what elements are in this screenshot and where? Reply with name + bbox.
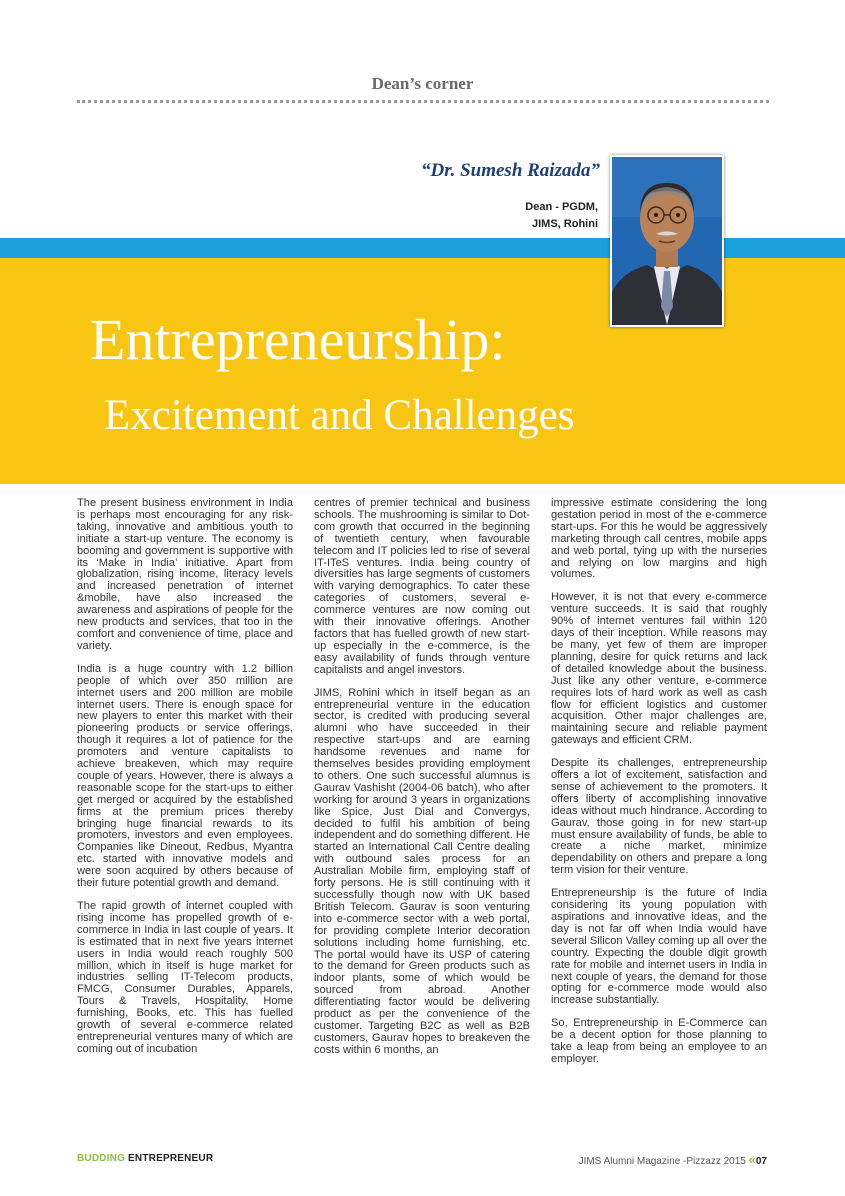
paragraph: Despite its challenges, entrepreneurship offers a lot of excitement, satisfaction and sense of achievement to the promoters. It offers liberty of accomplishing innovative ideas without much hindrance. According to Gaurav, those going in for new start-up must ensure availability of funds, be able to create a niche market, minimize dependability on others and prepare a long term vision for their venture. <box>551 757 767 877</box>
footer-magazine-title: JIMS Alumni Magazine -Pizzazz 2015 <box>578 1156 749 1167</box>
portrait-image <box>612 157 722 325</box>
footer-section-name <box>77 1153 213 1164</box>
author-role-line2: JIMS, Rohini <box>532 218 598 230</box>
double-chevron-left-icon: « <box>748 1152 756 1167</box>
article-column-3 <box>551 498 767 1077</box>
author-photo <box>610 155 724 327</box>
paragraph: The rapid growth of internet coupled with rising income has propelled growth of e-commerce in India in last couple of years. It is estimated that in next five years internet users in India would reach roughly 500 million, which in itself is huge market for industries selling IT-Telecom products, FMCG, Consumer Durables, Apparels, Tours & Travels, Hospitality, Home furnishing, Books, etc. This has fuelled growth of several e-commerce related entrepreneurial ventures many of which are coming out of incubation <box>77 900 293 1055</box>
footer-brand-green: BUDDING <box>77 1153 126 1164</box>
author-role-line1: Dean - PGDM, <box>525 201 598 213</box>
paragraph: The present business environment in India is perhaps most encouraging for any risk-taking, innovative and ambitious youth to initiate a start-up venture. The economy is booming and government is supportive with its ‘Make in India’ initiative. Apart from globalization, rising income, literacy levels and increased penetration of internet &mobile, have also increased the awareness and aspirations of people for the new products and services, that too in the comfort and convenience of time, place and variety. <box>77 497 293 652</box>
paragraph: impressive estimate considering the long gestation period in most of the e-commerce start-ups. For this he would be aggressively marketing through call centres, mobile apps and web portal, tying up with the nurseries and relying on low margins and high volumes. <box>551 497 767 581</box>
footer-publication <box>579 1152 767 1167</box>
paragraph: Entrepreneurship is the future of India considering its young population with aspirations and innovative ideas, and the day is not far off when India would have several Silicon Valley coming up all over the country. Expecting the double digit growth rate for mobile and internet users in India in next couple of years, the demand for those opting for e-commerce mode would also increase substantially. <box>551 887 767 1007</box>
headline-line1: Entrepreneurship: <box>90 307 506 372</box>
section-label: Dean’s corner <box>371 74 474 93</box>
paragraph: centres of premier technical and business schools. The mushrooming is similar to Dot-com growth that occurred in the beginning of twentieth century, when favourable telecom and IT policies led to rise of several IT-ITeS ventures. India being country of diversities has large segments of customers with varying demographics. To cater these categories of customers, several e-commerce ventures are now coming out with their innovative offerings. Another factors that has fuelled growth of new start-up especially in the e-commerce, is the easy availability of funds through venture capitalists and angel investors. <box>314 497 530 676</box>
paragraph: However, it is not that every e-commerce venture succeeds. It is said that roughly 90% of internet ventures fail within 120 days of their inception. While reasons may be many, yet few of them are improper planning, desire for quick returns and lack of detailed knowledge about the business. Just like any other venture, e-commerce requires lots of hard work as well as cash flow for efficient logistics and customer acquisition. Other major challenges are, maintaining secure and reliable payment gateways and efficient CRM. <box>551 591 767 747</box>
paragraph: So, Entrepreneurship in E-Commerce can be a decent option for those planning to take a leap from being an employee to an employer. <box>551 1017 767 1065</box>
author-name: “Dr. Sumesh Raizada” <box>421 160 600 181</box>
paragraph: JIMS, Rohini which in itself began as an entrepreneurial venture in the education sector, is credited with producing several alumni who have succeeded in their respective start-ups and are earning handsome revenues and name for themselves besides providing employment to others. One such successful alumnus is Gaurav Vashisht (2004-06 batch), who after working for around 3 years in organizations like Spice, Just Dial and Convergys, decided to fulfil his ambition of being independent and do something different. He started an International Call Centre dealing with outbound sales process for an Australian Mobile firm, employing staff of forty persons. He is still continuing with it successfully though now with UK based British Telecom. Gaurav is soon venturing into e-commerce sector with a web portal, for providing complete Interior decoration solutions including home furnishing, etc. The portal would have its USP of catering to the demand for Green products such as indoor plants, some of which would be sourced from abroad. Another differentiating factor would be delivering product as per the convenience of the customer. Targeting B2C as well as B2B customers, Gaurav hopes to breakeven the costs within 6 months, an <box>314 686 530 1056</box>
dotted-divider <box>77 100 769 103</box>
footer-brand-dark: ENTREPRENEUR <box>125 1153 214 1164</box>
article-column-2 <box>314 498 530 1068</box>
article-column-1 <box>77 498 293 1067</box>
page-number: 07 <box>755 1156 767 1167</box>
headline-line2: Excitement and Challenges <box>104 392 575 439</box>
paragraph: India is a huge country with 1.2 billion people of which over 350 million are internet users and 200 million are mobile internet users. There is enough space for new players to enter this market with their pioneering products or service offerings, though it requires a lot of patience for the promoters and venture capitalists to achieve breakeven, which may require couple of years. However, there is always a reasonable scope for the start-ups to either get merged or acquired by the established firms at the premium prices thereby bringing huge financial rewards to its promoters, investors and even employees. Companies like Dineout, Redbus, Myantra etc. started with innovative models and were soon acquired by others because of their future potential growth and demand. <box>77 662 293 890</box>
